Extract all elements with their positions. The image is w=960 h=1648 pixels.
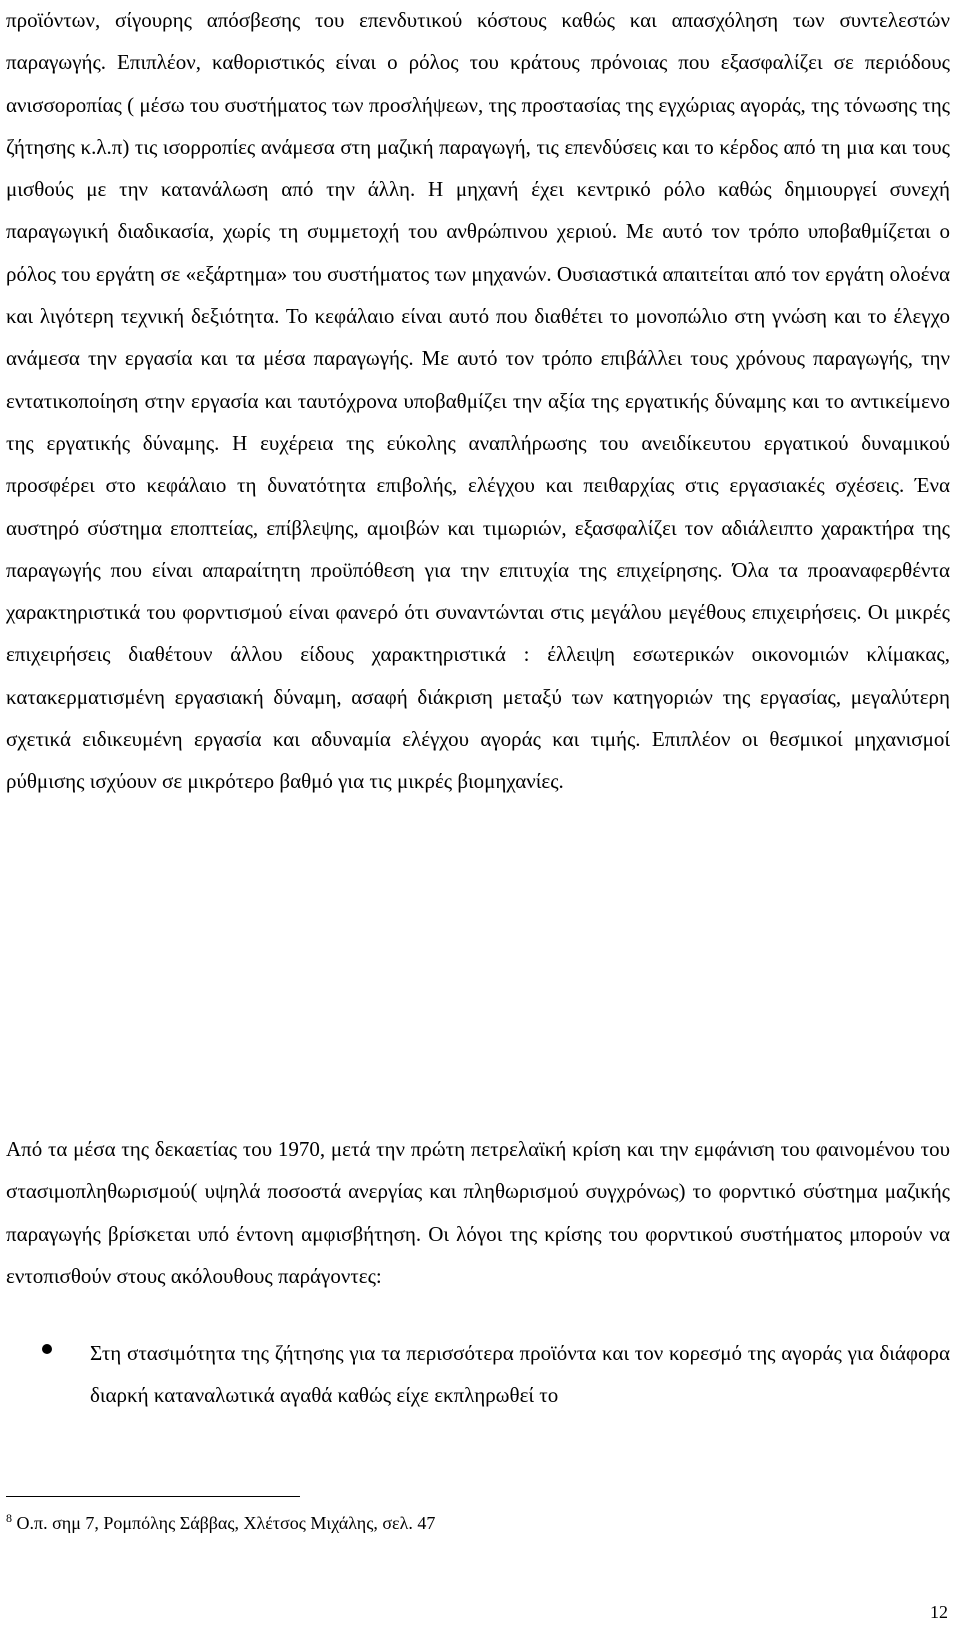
- footnote-text: Ο.π. σημ 7, Ρομπόλης Σάββας, Χλέτσος Μιχάλης, σελ. 47: [16, 1513, 436, 1533]
- body-paragraph: Από τα μέσα της δεκαετίας του 1970, μετά την πρώτη πετρελαϊκή κρίση και την εμφάνιση του φαινομένου του στασιμοπληθωρισμού( υψηλά ποσοστά ανεργίας και πληθωρισμού συγχρόνως) το φορντικό σύστημα μαζικής παραγωγής βρίσκεται υπό έντονη αμφισβήτηση. Οι λόγοι της κρίσης του φορντικού συστήματος μπορούν να εντοπισθούν στους ακόλουθους παράγοντες:: [6, 1137, 950, 1288]
- footnote-separator: [6, 1496, 300, 1497]
- bullet-text: Στη στασιμότητα της ζήτησης για τα περισσότερα προϊόντα και τον κορεσμό της αγοράς για διάφορα διαρκή καταναλωτικά αγαθά καθώς είχε εκπληρωθεί το: [90, 1341, 950, 1408]
- body-paragraph: προϊόντων, σίγουρης απόσβεσης του επενδυτικού κόστους καθώς και απασχόληση των συντελεστών παραγωγής. Επιπλέον, καθοριστικός είναι ο ρόλος του κράτους πρόνοιας που εξασφαλίζει σε περιόδους ανισσοροπίας ( μέσω του συστήματος των προσλήψεων, της προστασίας της εγχώριας αγοράς, της τόνωσης της ζήτησης κ.λ.π) τις ισορροπίες ανάμεσα στη μαζική παραγωγή, τις επενδύσεις και το κέρδος από τη μια και τους μισθούς με την κατανάλωση από την άλλη. Η μηχανή έχει κεντρικό ρόλο καθώς δημιουργεί συνεχή παραγωγική διαδικασία, χωρίς τη συμμετοχή του ανθρώπινου χεριού. Με αυτό τον τρόπο υποβαθμίζεται ο ρόλος του εργάτη σε «εξάρτημα» του συστήματος των μηχανών. Ουσιαστικά απαιτείται από τον εργάτη ολοένα και λιγότερη τεχνική δεξιότητα. Το κεφάλαιο είναι αυτό που διαθέτει το μονοπώλιο στη γνώση και το έλεγχο ανάμεσα την εργασία και τα μέσα παραγωγής. Με αυτό τον τρόπο επιβάλλει τους χρόνους παραγωγής, την εντατικοποίηση στην εργασία και ταυτόχρονα υποβαθμίζει την αξία της εργατικής δύναμης και το αντικείμενο της εργατικής δύναμης. Η ευχέρεια της εύκολης αναπλήρωσης του ανειδίκευτου εργατικού δυναμικού προσφέρει στο κεφάλαιο τη δυνατότητα επιβολής, ελέγχου και πειθαρχίας στις εργασιακές σχέσεις. Ένα αυστηρό σύστημα εποπτείας, επίβλεψης, αμοιβών και τιμωριών, εξασφαλίζει τον αδιάλειπτο χαρακτήρα της παραγωγής που είναι απαραίτητη προϋπόθεση για την επιτυχία της επιχείρησης. Όλα τα προαναφερθέντα χαρακτηριστικά του φορντισμού είναι φανερό ότι συναντώνται στις μεγάλου μεγέθους επιχειρήσεις. Οι μικρές επιχειρήσεις διαθέτουν άλλου είδους χαρακτηριστικά : έλλειψη εσωτερικών οικονομιών κλίμακας, κατακερματισμένη εργασιακή δύναμη, ασαφή διάκριση μεταξύ των κατηγοριών της εργασίας, μεγαλύτερη σχετικά ειδικευμένη εργασία και αδυναμία ελέγχου αγοράς και τιμής. Επιπλέον οι θεσμικοί μηχανισμοί ρύθμισης ισχύουν σε μικρότερο βαθμό για τις μικρές βιομηχανίες.: [6, 8, 950, 794]
- footnote: [6, 1506, 435, 1535]
- bullet-icon: [42, 1344, 52, 1354]
- page-number: 12: [930, 1602, 948, 1622]
- footnote-marker: 8: [6, 1511, 12, 1525]
